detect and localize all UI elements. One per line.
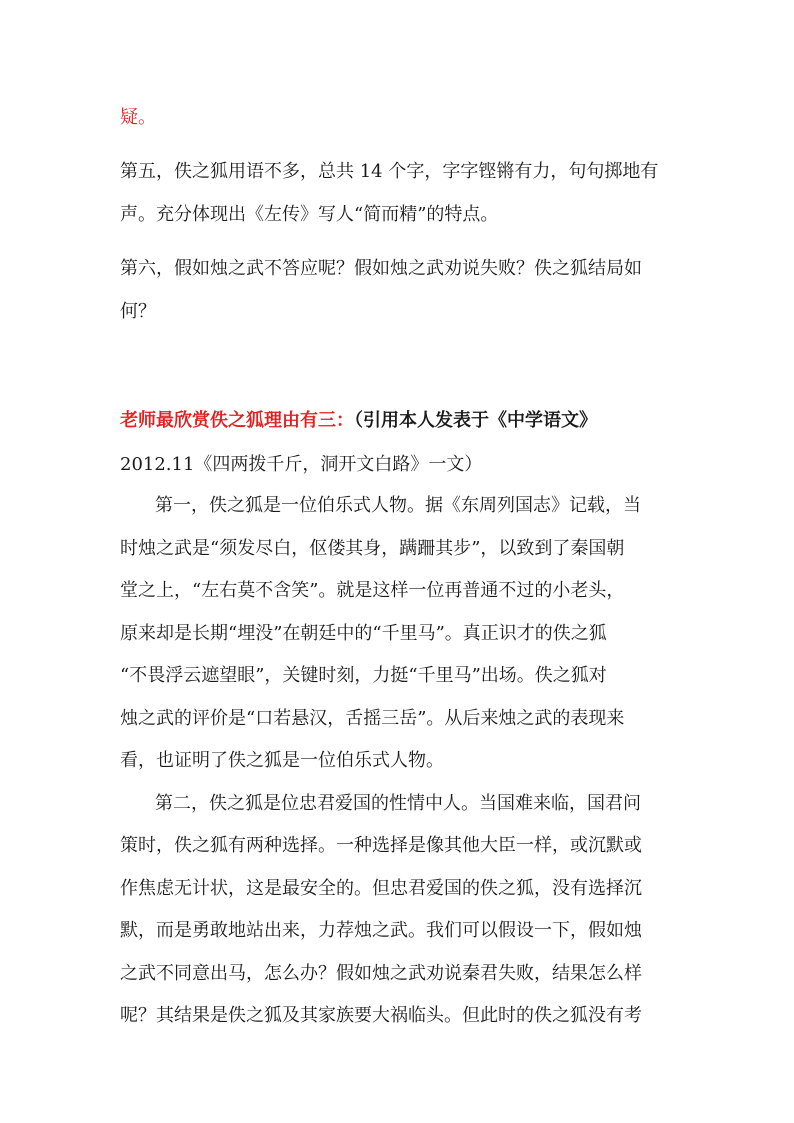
text-line: 2012.11《四两拨千斤，洞开文白路》一文） <box>120 454 483 475</box>
section-heading <box>120 409 597 433</box>
text-line: 第六，假如烛之武不答应呢？假如烛之武劝说失败？佚之狐结局如 <box>120 258 642 279</box>
text-line: 第一，佚之狐是一位伯乐式人物。据《东周列国志》记载，当 <box>155 495 641 516</box>
text-line: 堂之上，“左右莫不含笑”。就是这样一位再普通不过的小老头， <box>120 580 625 601</box>
heading-red-text: 老师最欣赏佚之狐理由有三： <box>120 410 354 431</box>
text-line: 策时，佚之狐有两种选择。一种选择是像其他大臣一样，或沉默或 <box>120 835 642 856</box>
heading-citation-text: （引用本人发表于《中学语文》 <box>354 410 597 431</box>
text-line: 第二，佚之狐是位忠君爱国的性情中人。当国难来临，国君问 <box>155 793 641 814</box>
text-line: 原来却是长期“埋没”在朝廷中的“千里马”。真正识才的佚之狐 <box>120 623 607 644</box>
text-line: 何？ <box>120 301 156 322</box>
text-line: 默，而是勇敢地站出来，力荐烛之武。我们可以假设一下，假如烛 <box>120 920 642 941</box>
text-line: 呢？其结果是佚之狐及其家族要大祸临头。但此时的佚之狐没有考 <box>120 1005 642 1026</box>
text-line: 作焦虑无计状，这是最安全的。但忠君爱国的佚之狐，没有选择沉 <box>120 878 642 899</box>
text-line: 看，也证明了佚之狐是一位伯乐式人物。 <box>120 750 444 771</box>
text-line: 声。充分体现出《左传》写人“简而精”的特点。 <box>120 204 499 225</box>
text-line: 烛之武的评价是“口若悬汉，舌摇三岳”。从后来烛之武的表现来 <box>120 708 625 729</box>
text-line: “不畏浮云遮望眼”，关键时刻，力挺“千里马”出场。佚之狐对 <box>120 665 607 686</box>
text-line: 之武不同意出马，怎么办？假如烛之武劝说秦君失败，结果怎么样 <box>120 963 642 984</box>
text-line: 疑。 <box>120 107 156 128</box>
text-line: 第五，佚之狐用语不多，总共 14 个字，字字铿锵有力，句句掷地有 <box>120 161 659 182</box>
text-line: 时烛之武是“须发尽白，伛偻其身，蹒跚其步”，以致到了秦国朝 <box>120 538 625 559</box>
